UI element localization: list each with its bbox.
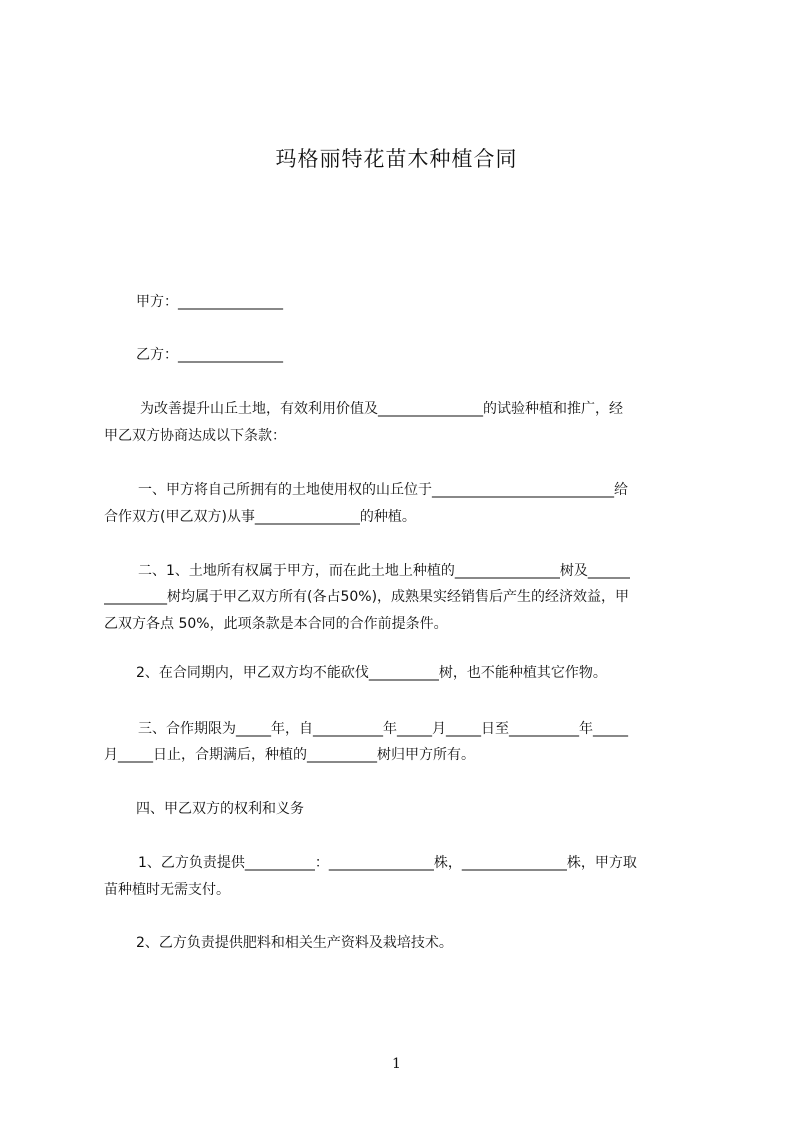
clause-4-heading: 四、甲乙双方的权利和义务 (136, 801, 304, 817)
intro-line-2: 甲乙双方协商达成以下条款： (104, 428, 286, 444)
clause-1-line-2: 合作双方(甲乙双方)从事_______________的种植。 (104, 509, 416, 525)
clause-1-line-1: 一、甲方将自己所拥有的土地使用权的山丘位于__________________________给 (138, 482, 628, 498)
clause-2-2-line: 2、在合同期内，甲乙双方均不能砍伐__________树，也不能种植其它作物。 (136, 665, 607, 681)
clause-4-1-line-2: 苗种植时无需支付。 (104, 882, 230, 898)
intro-line-1: 为改善提升山丘土地，有效利用价值及_______________的试验种植和推广，经 (140, 401, 623, 417)
party-b-line: 乙方：_______________ (136, 347, 283, 363)
document-title: 玛格丽特花苗木种植合同 (275, 147, 518, 171)
clause-3-line-2: 月_____日止，合期满后，种植的__________树归甲方所有。 (104, 747, 475, 763)
clause-4-1-line-1: 1、乙方负责提供__________：_______________株，_______________株，甲方取 (138, 855, 637, 871)
clause-4-2-line: 2、乙方负责提供肥料和相关生产资料及栽培技术。 (136, 935, 453, 951)
party-a-line: 甲方：_______________ (136, 294, 283, 310)
clause-2-line-2: _________树均属于甲乙双方所有(各占50%)，成熟果实经销售后产生的经济效益，甲 (104, 589, 630, 605)
page-number: 1 (392, 1056, 401, 1072)
clause-2-line-1: 二、1、土地所有权属于甲方，而在此土地上种植的_______________树及______ (138, 563, 630, 579)
clause-2-line-3: 乙双方各点 50%，此项条款是本合同的合作前提条件。 (104, 616, 448, 632)
clause-3-line-1: 三、合作期限为_____年，自__________年_____月_____日至__________年_____ (138, 721, 628, 737)
